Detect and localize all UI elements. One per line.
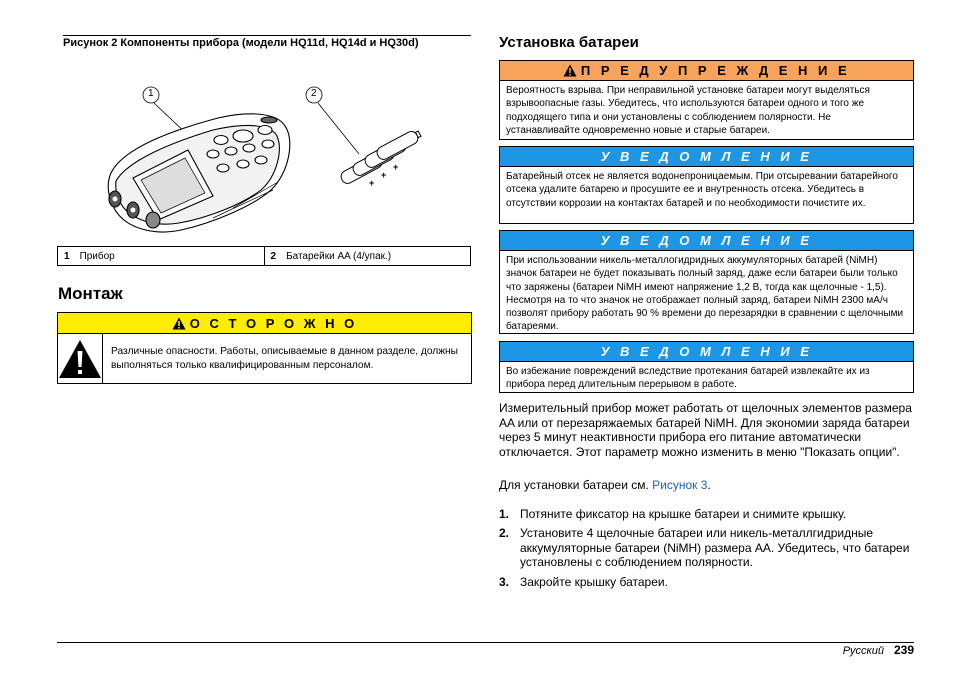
caption-top-rule — [63, 35, 471, 36]
warning-text: Вероятность взрыва. При неправильной установке батареи могут выделяться взрывоопасные газы. Убедитесь, что используются батареи одного и того же подходящего типа и они установлены с соблюдением полярности. Не устанавливайте одновременно новые и старые батареи. — [506, 85, 870, 136]
warning-triangle-icon — [172, 317, 186, 330]
see-figure-prefix: Для установки батареи см. — [499, 478, 653, 492]
notice-2-text: При использовании никель-металлогидридных аккумуляторных батарей (NiMH) значок батареи не будет показывать полный заряд, даже если батареи были только что заряжены (батареи NiMH имеют напряжение 1,2 В, тогда как щелочные - 1,5). Несмотря на то что значок не отображает полный заряд, батареи NiMH 2300 мА/ч позволят прибору работать 90 % времени до перезарядки в сравнении с щелочными батареями. — [506, 255, 904, 333]
notice-3-text: Во избежание повреждений вследствие протекания батарей извлекайте их из прибора перед длительным перерывом в работе. — [506, 366, 870, 391]
large-warning-triangle-icon — [58, 339, 102, 379]
warning-title: П Р Е Д У П Р Е Ж Д Е Н И Е — [580, 63, 851, 78]
notice-3-header: У В Е Д О М Л Е Н И Е — [500, 342, 913, 362]
page-footer — [843, 643, 914, 657]
caution-header — [58, 313, 471, 334]
caution-body — [58, 334, 471, 384]
step-2-text: Установите 4 щелочные батареи или никель-металлгидридные аккумуляторные батареи (NiMH) размера AA. Убедитесь, что батареи установлены с соблюдением полярности. — [520, 526, 910, 570]
legend-item-2-label: Батарейки AA (4/упак.) — [286, 250, 392, 262]
caution-text: Различные опасности. Работы, описываемые в данном разделе, должны выполняться только квалифицированным персоналом. — [111, 346, 458, 371]
step-3-text: Закройте крышку батареи. — [520, 575, 668, 589]
notice-box-2 — [499, 230, 914, 334]
see-figure-suffix: . — [707, 478, 711, 492]
warning-triangle-icon — [563, 64, 577, 77]
see-figure-paragraph — [499, 478, 919, 493]
battery-intro-paragraph: Измерительный прибор может работать от щелочных элементов размера AA или от перезаряжаемых батарей NiMH. Для экономии заряда батареи через 5 минут неактивности прибора его питание автоматически отключается. Этот параметр можно изменить в меню "Показать опции". — [499, 401, 912, 459]
figure-3-link[interactable]: Рисунок 3 — [652, 478, 708, 492]
legend-item-1-label: Прибор — [79, 250, 115, 262]
caution-title: О С Т О Р О Ж Н О — [189, 315, 358, 331]
step-1 — [499, 507, 919, 522]
footer-rule — [57, 642, 914, 643]
step-1-text: Потяните фиксатор на крышке батареи и снимите крышку. — [520, 507, 847, 521]
step-1-number: 1. — [499, 507, 510, 521]
figure-caption: Рисунок 2 Компоненты прибора (модели HQ11d, HQ14d и HQ30d) — [63, 37, 419, 49]
step-3 — [499, 575, 919, 590]
montage-heading: Монтаж — [58, 284, 123, 303]
notice-box-1 — [499, 146, 914, 224]
step-2-number: 2. — [499, 526, 510, 540]
callout-1: 1 — [148, 88, 154, 99]
step-2 — [499, 526, 919, 570]
notice-2-header: У В Е Д О М Л Е Н И Е — [500, 231, 913, 251]
legend-item-1-number: 1 — [64, 250, 70, 262]
notice-1-text: Батарейный отсек не является водонепроницаемым. При отсыревании батарейного отсека удалите батарею и просушите ее и внутренность отсека. Убедитесь в отсутствии коррозии на контактах батарей и по необходимости почистите их. — [506, 171, 898, 209]
step-3-number: 3. — [499, 575, 510, 589]
warning-box — [499, 60, 914, 140]
svg-text:+: + — [393, 162, 399, 172]
meter-and-batteries-drawing — [63, 78, 471, 242]
figure-illustration — [63, 78, 471, 242]
svg-text:+: + — [381, 170, 387, 180]
page-number: 239 — [893, 643, 914, 657]
callout-2: 2 — [311, 88, 317, 99]
caution-box — [57, 312, 472, 384]
svg-text:+: + — [369, 178, 375, 188]
caution-symbol — [58, 334, 103, 384]
footer-language: Русский — [842, 645, 884, 657]
battery-heading: Установка батареи — [499, 34, 639, 51]
figure-legend-table — [57, 246, 471, 266]
legend-item-1 — [58, 247, 264, 265]
notice-1-header: У В Е Д О М Л Е Н И Е — [500, 147, 913, 167]
legend-item-2 — [264, 247, 471, 265]
warning-header — [500, 61, 913, 81]
legend-item-2-number: 2 — [270, 250, 277, 262]
notice-box-3 — [499, 341, 914, 393]
